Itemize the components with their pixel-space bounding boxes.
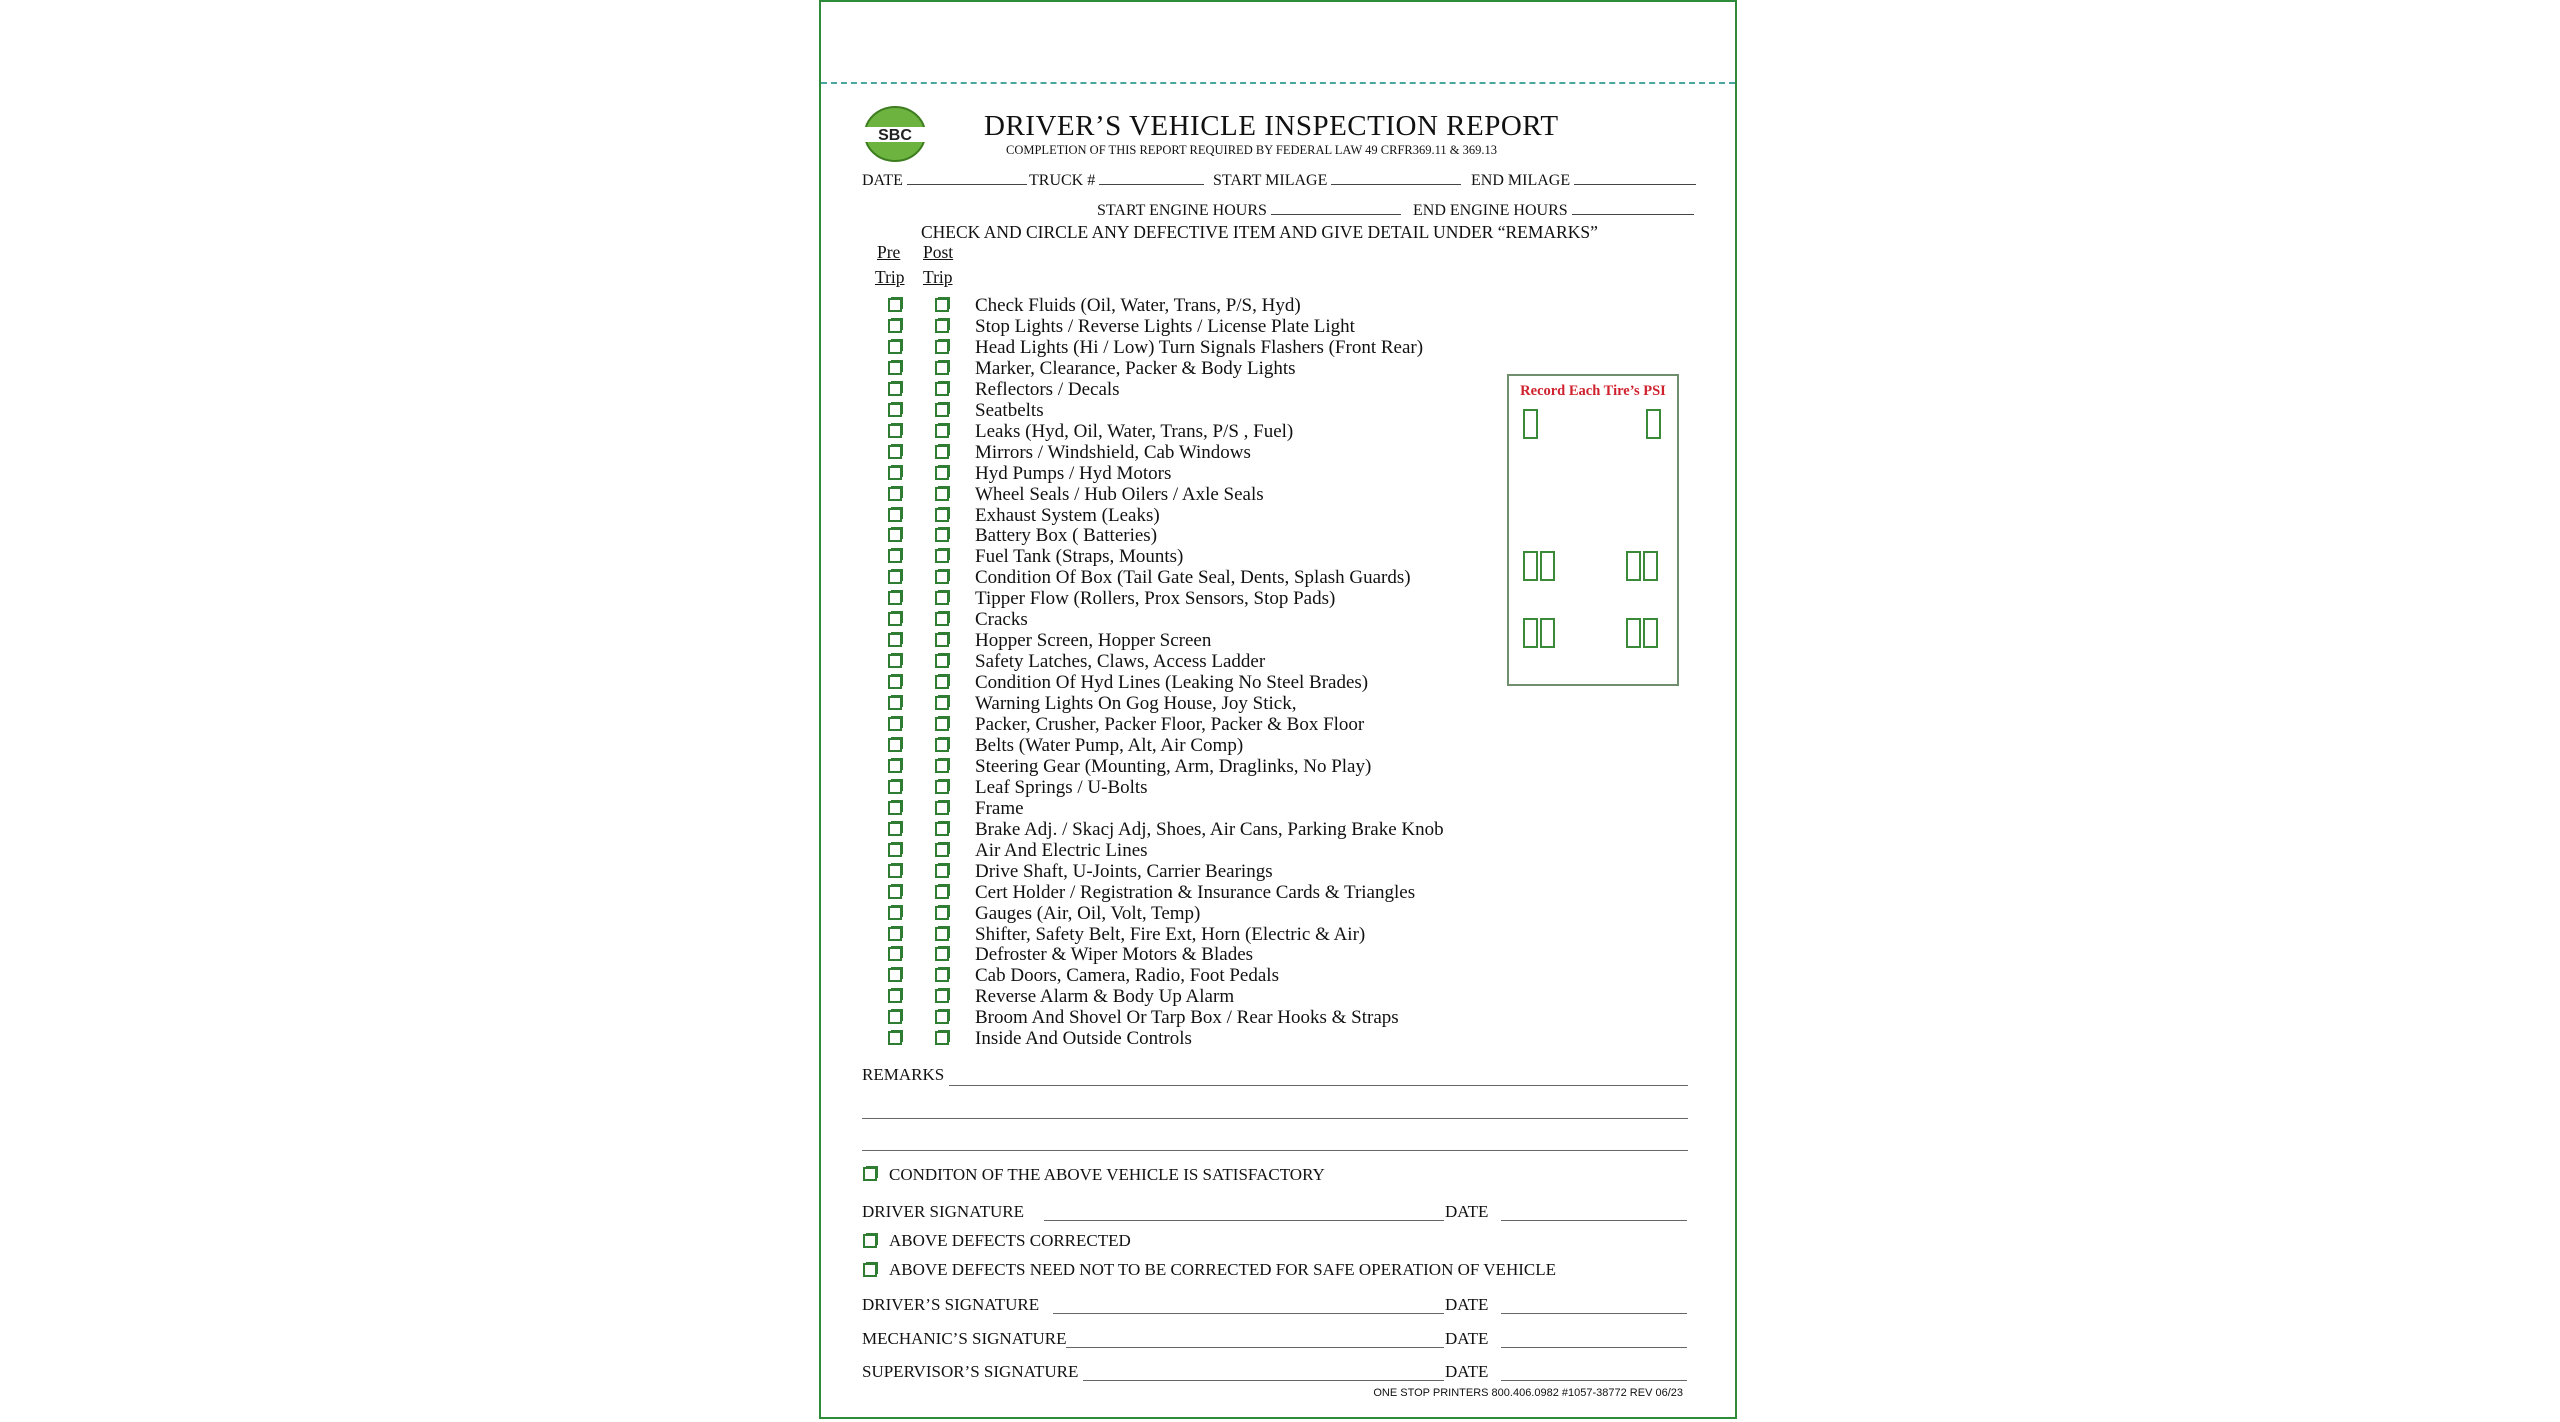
tire-rear1-left-inner[interactable] (1540, 551, 1555, 581)
driver-date-line[interactable] (1501, 1220, 1687, 1221)
pre-trip-checkbox[interactable] (888, 906, 902, 920)
start-milage-label: START MILAGE (1213, 172, 1328, 189)
post-trip-checkbox[interactable] (935, 298, 949, 312)
start-milage-field[interactable] (1213, 170, 1461, 190)
tire-rear1-right-inner[interactable] (1626, 551, 1641, 581)
checklist-item-label: Drive Shaft, U-Joints, Carrier Bearings (975, 860, 1273, 882)
end-milage-label: END MILAGE (1471, 172, 1571, 189)
pre-trip-checkbox[interactable] (888, 822, 902, 836)
post-trip-checkbox[interactable] (935, 591, 949, 605)
pre-trip-header-line2: Trip (875, 267, 905, 287)
truck-line[interactable] (1099, 170, 1204, 185)
pre-trip-checkbox[interactable] (888, 570, 902, 584)
pre-trip-checkbox[interactable] (888, 319, 902, 333)
mechanics-date-line[interactable] (1501, 1347, 1687, 1348)
checklist-item-label: Cab Doors, Camera, Radio, Foot Pedals (975, 965, 1279, 987)
inspection-form-sheet (819, 0, 1737, 1419)
defects-corrected-checkbox[interactable] (863, 1234, 877, 1248)
checklist-item-label: Frame (975, 797, 1024, 819)
checklist-item-label: Wheel Seals / Hub Oilers / Axle Seals (975, 483, 1264, 505)
post-trip-checkbox[interactable] (935, 1031, 949, 1045)
pre-trip-checkbox[interactable] (888, 340, 902, 354)
post-trip-checkbox[interactable] (935, 424, 949, 438)
tire-front-left[interactable] (1523, 409, 1538, 439)
defects-not-corrected-checkbox[interactable] (863, 1263, 877, 1277)
checklist-item-label: Air And Electric Lines (975, 839, 1148, 861)
post-trip-checkbox[interactable] (935, 361, 949, 375)
checklist-item-label: Condition Of Hyd Lines (Leaking No Steel Brades) (975, 672, 1369, 694)
end-engine-hours-field[interactable] (1413, 200, 1694, 220)
remarks-line-1[interactable] (949, 1085, 1688, 1086)
checklist-item-label: Inside And Outside Controls (975, 1028, 1192, 1050)
pre-trip-checkbox[interactable] (888, 927, 902, 941)
post-trip-checkbox[interactable] (935, 508, 949, 522)
pre-trip-checkbox[interactable] (888, 382, 902, 396)
pre-trip-checkbox[interactable] (888, 885, 902, 899)
post-trip-checkbox[interactable] (935, 906, 949, 920)
pre-trip-checkbox[interactable] (888, 445, 902, 459)
checklist-item-label: Gauges (Air, Oil, Volt, Temp) (975, 902, 1201, 924)
start-engine-hours-label: START ENGINE HOURS (1097, 202, 1267, 219)
drivers-signature-line[interactable] (1053, 1313, 1444, 1314)
form-title: DRIVER’S VEHICLE INSPECTION REPORT (984, 110, 1559, 142)
drivers-signature-label: DRIVER’S SIGNATURE (862, 1295, 1040, 1314)
pre-trip-checkbox[interactable] (888, 549, 902, 563)
checklist-item-label: Broom And Shovel Or Tarp Box / Rear Hooks & Straps (975, 1007, 1399, 1029)
post-trip-checkbox[interactable] (935, 780, 949, 794)
tire-rear2-right-outer[interactable] (1643, 618, 1658, 648)
post-trip-checkbox[interactable] (935, 738, 949, 752)
post-trip-checkbox[interactable] (935, 654, 949, 668)
checklist-item-label: Seatbelts (975, 399, 1044, 421)
perforation-line (821, 82, 1735, 84)
checklist-item-label: Mirrors / Windshield, Cab Windows (975, 441, 1251, 463)
checklist-item-label: Cracks (975, 609, 1028, 631)
checklist-item-label: Battery Box ( Batteries) (975, 525, 1158, 547)
pre-trip-checkbox[interactable] (888, 424, 902, 438)
pre-trip-checkbox[interactable] (888, 633, 902, 647)
checklist-item-label: Shifter, Safety Belt, Fire Ext, Horn (Electric & Air) (975, 923, 1366, 945)
date-line[interactable] (907, 170, 1027, 185)
pre-trip-checkbox[interactable] (888, 654, 902, 668)
pre-trip-checkbox[interactable] (888, 947, 902, 961)
checklist-item-label: Head Lights (Hi / Low) Turn Signals Flashers (Front Rear) (975, 336, 1424, 358)
checklist-item-label: Packer, Crusher, Packer Floor, Packer & Box Floor (975, 714, 1365, 735)
post-trip-header-line1: Post (923, 242, 954, 262)
pre-trip-checkbox[interactable] (888, 738, 902, 752)
pre-trip-checkbox[interactable] (888, 696, 902, 710)
checklist-item-label: Hopper Screen, Hopper Screen (975, 630, 1212, 652)
post-trip-checkbox[interactable] (935, 717, 949, 731)
form-subtitle: COMPLETION OF THIS REPORT REQUIRED BY FEDERAL LAW 49 CRFR369.11 & 369.13 (1006, 143, 1497, 157)
tire-rear2-left-outer[interactable] (1523, 618, 1538, 648)
pre-trip-checkbox[interactable] (888, 528, 902, 542)
supervisors-date-label: DATE (1445, 1362, 1489, 1381)
pre-trip-checkbox[interactable] (888, 675, 902, 689)
start-milage-line[interactable] (1331, 170, 1461, 185)
post-trip-checkbox[interactable] (935, 612, 949, 626)
end-engine-hours-label: END ENGINE HOURS (1413, 202, 1568, 219)
post-trip-checkbox[interactable] (935, 528, 949, 542)
post-trip-checkbox[interactable] (935, 549, 949, 563)
checklist-item-label: Leaks (Hyd, Oil, Water, Trans, P/S , Fuel) (975, 420, 1294, 442)
pre-trip-checkbox[interactable] (888, 298, 902, 312)
post-trip-checkbox[interactable] (935, 989, 949, 1003)
driver-signature-line[interactable] (1044, 1220, 1444, 1221)
supervisors-date-line[interactable] (1501, 1380, 1687, 1381)
checklist-item-label: Exhaust System (Leaks) (975, 504, 1160, 526)
sbc-logo (862, 105, 928, 163)
pre-trip-checkbox[interactable] (888, 780, 902, 794)
post-trip-checkbox[interactable] (935, 843, 949, 857)
checklist-item-label: Marker, Clearance, Packer & Body Lights (975, 357, 1296, 379)
post-trip-checkbox[interactable] (935, 947, 949, 961)
mechanics-signature-line[interactable] (1066, 1347, 1444, 1348)
supervisors-signature-line[interactable] (1083, 1380, 1444, 1381)
start-engine-hours-field[interactable] (1097, 200, 1401, 220)
checklist-item-label: Steering Gear (Mounting, Arm, Draglinks, No Play) (975, 755, 1372, 777)
pre-trip-checkbox[interactable] (888, 1010, 902, 1024)
post-trip-checkbox[interactable] (935, 466, 949, 480)
post-trip-checkbox[interactable] (935, 319, 949, 333)
post-trip-checkbox[interactable] (935, 445, 949, 459)
truck-label: TRUCK # (1029, 172, 1096, 189)
tire-rear2-right-inner[interactable] (1626, 618, 1641, 648)
satisfactory-checkbox[interactable] (863, 1167, 877, 1181)
post-trip-checkbox[interactable] (935, 864, 949, 878)
date-field[interactable] (862, 170, 1027, 190)
post-trip-checkbox[interactable] (935, 885, 949, 899)
drivers-date-label: DATE (1445, 1295, 1489, 1314)
mechanics-signature-label: MECHANIC’S SIGNATURE (862, 1329, 1067, 1348)
truck-field[interactable] (1029, 170, 1204, 190)
driver-date-label: DATE (1445, 1202, 1489, 1221)
post-trip-checkbox[interactable] (935, 759, 949, 773)
post-trip-checkbox[interactable] (935, 340, 949, 354)
drivers-date-line[interactable] (1501, 1313, 1687, 1314)
checklist-item-label: Defroster & Wiper Motors & Blades (975, 944, 1254, 966)
defects-not-corrected-statement: ABOVE DEFECTS NEED NOT TO BE CORRECTED FOR SAFE OPERATION OF VEHICLE (889, 1260, 1556, 1279)
start-engine-hours-line[interactable] (1271, 200, 1401, 215)
post-trip-checkbox[interactable] (935, 633, 949, 647)
pre-trip-checkbox[interactable] (888, 591, 902, 605)
pre-trip-checkbox[interactable] (888, 612, 902, 626)
checklist-item-label: Warning Lights On Gog House, Joy Stick, (975, 693, 1297, 715)
checklist-item-label: Fuel Tank (Straps, Mounts) (975, 546, 1184, 568)
end-engine-hours-line[interactable] (1572, 200, 1694, 215)
pre-trip-checkbox[interactable] (888, 466, 902, 480)
checklist-item-label: Reverse Alarm & Body Up Alarm (975, 986, 1235, 1008)
pre-trip-checkbox[interactable] (888, 361, 902, 375)
checklist-item-label: Check Fluids (Oil, Water, Trans, P/S, Hyd) (975, 295, 1301, 316)
satisfactory-statement: CONDITON OF THE ABOVE VEHICLE IS SATISFACTORY (889, 1165, 1325, 1184)
pre-trip-checkbox[interactable] (888, 759, 902, 773)
checklist-item-label: Cert Holder / Registration & Insurance Cards & Triangles (975, 881, 1416, 903)
pre-trip-checkbox[interactable] (888, 801, 902, 815)
remarks-line-2[interactable] (862, 1118, 1688, 1119)
remarks-label: REMARKS (862, 1065, 945, 1084)
tire-psi-box (1507, 374, 1679, 686)
tire-rear2-left-inner[interactable] (1540, 618, 1555, 648)
pre-trip-checkbox[interactable] (888, 717, 902, 731)
post-trip-checkbox[interactable] (935, 968, 949, 982)
mechanics-date-label: DATE (1445, 1329, 1489, 1348)
end-milage-line[interactable] (1574, 170, 1696, 185)
remarks-line-3[interactable] (862, 1150, 1688, 1151)
post-trip-checkbox[interactable] (935, 403, 949, 417)
checklist-item-label: Belts (Water Pump, Alt, Air Comp) (975, 734, 1244, 756)
post-trip-checkbox[interactable] (935, 675, 949, 689)
pre-trip-header-line1: Pre (877, 242, 901, 262)
checklist-item-label: Hyd Pumps / Hyd Motors (975, 462, 1172, 484)
pre-trip-checkbox[interactable] (888, 989, 902, 1003)
checklist-item-label: Brake Adj. / Skacj Adj, Shoes, Air Cans, Parking Brake Knob (975, 818, 1444, 840)
date-label: DATE (862, 172, 903, 189)
post-trip-checkbox[interactable] (935, 382, 949, 396)
pre-trip-checkbox[interactable] (888, 403, 902, 417)
defects-corrected-statement: ABOVE DEFECTS CORRECTED (889, 1231, 1131, 1250)
post-trip-checkbox[interactable] (935, 801, 949, 815)
tire-psi-title: Record Each Tire’s PSI (1520, 383, 1666, 399)
tire-rear1-left-outer[interactable] (1523, 551, 1538, 581)
instructions: CHECK AND CIRCLE ANY DEFECTIVE ITEM AND GIVE DETAIL UNDER “REMARKS” (921, 222, 1598, 242)
post-trip-checkbox[interactable] (935, 822, 949, 836)
tire-rear1-right-outer[interactable] (1643, 551, 1658, 581)
pre-trip-checkbox[interactable] (888, 968, 902, 982)
post-trip-checkbox[interactable] (935, 927, 949, 941)
logo-text: SBC (878, 127, 912, 144)
supervisors-signature-label: SUPERVISOR’S SIGNATURE (862, 1362, 1079, 1381)
post-trip-checkbox[interactable] (935, 487, 949, 501)
pre-trip-checkbox[interactable] (888, 843, 902, 857)
post-trip-header-line2: Trip (923, 267, 953, 287)
pre-trip-checkbox[interactable] (888, 1031, 902, 1045)
pre-trip-checkbox[interactable] (888, 487, 902, 501)
tire-front-right[interactable] (1646, 409, 1661, 439)
driver-signature-label: DRIVER SIGNATURE (862, 1202, 1024, 1221)
checklist-item-label: Tipper Flow (Rollers, Prox Sensors, Stop Pads) (975, 588, 1336, 610)
printer-footer: ONE STOP PRINTERS 800.406.0982 #1057-38772 REV 06/23 (1373, 1387, 1683, 1399)
post-trip-checkbox[interactable] (935, 570, 949, 584)
checklist-item-label: Condition Of Box (Tail Gate Seal, Dents, Splash Guards) (975, 567, 1411, 589)
checklist-item-label: Reflectors / Decals (975, 378, 1120, 400)
post-trip-checkbox[interactable] (935, 696, 949, 710)
post-trip-checkbox[interactable] (935, 1010, 949, 1024)
end-milage-field[interactable] (1471, 170, 1696, 190)
checklist-item-label: Stop Lights / Reverse Lights / License Plate Light (975, 315, 1355, 337)
checklist-item-label: Safety Latches, Claws, Access Ladder (975, 651, 1266, 673)
pre-trip-checkbox[interactable] (888, 508, 902, 522)
pre-trip-checkbox[interactable] (888, 864, 902, 878)
checklist-item-label: Leaf Springs / U-Bolts (975, 776, 1148, 798)
